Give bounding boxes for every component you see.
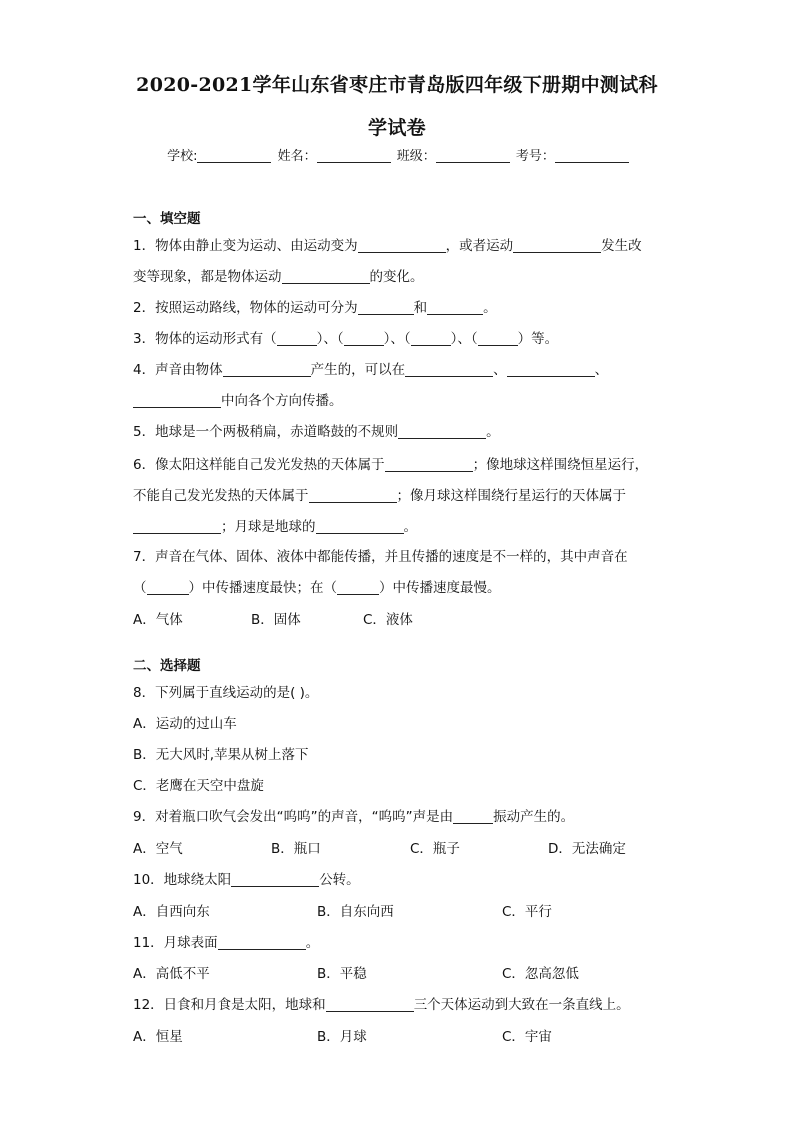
question-7-cont xyxy=(133,576,501,596)
q9-option-a[interactable]: A．空气 xyxy=(133,841,183,857)
question-4-cont xyxy=(133,389,343,409)
q9-text: 9．对着瓶口吹气会发出“呜呜”的声音，“呜呜”声是由 xyxy=(133,809,454,825)
q11-option-c[interactable]: C．忽高忽低 xyxy=(502,966,579,982)
q7-option-a[interactable]: A．气体 xyxy=(133,612,183,628)
q8-option-c[interactable]: C．老鹰在天空中盘旋 xyxy=(133,778,264,794)
question-8: 8．下列属于直线运动的是( )。 xyxy=(133,685,319,701)
q4-text: 、 xyxy=(493,362,507,378)
answer-blank[interactable] xyxy=(453,808,493,824)
answer-blank[interactable] xyxy=(358,237,446,253)
q1-text: 变等现象，都是物体运动 xyxy=(133,269,282,285)
name-blank[interactable] xyxy=(317,148,391,163)
q1-text: 1．物体由静止变为运动、由运动变为 xyxy=(133,238,358,254)
q12-text: 三个天体运动到大致在一条直线上。 xyxy=(413,997,630,1013)
q11-text: 。 xyxy=(305,935,320,951)
answer-blank[interactable] xyxy=(309,487,397,503)
answer-blank[interactable] xyxy=(507,361,595,377)
question-12 xyxy=(133,993,630,1013)
q9-option-c[interactable]: C．瓶子 xyxy=(410,841,460,857)
answer-blank[interactable] xyxy=(405,361,493,377)
q12-option-b[interactable]: B．月球 xyxy=(317,1029,367,1045)
answer-blank[interactable] xyxy=(427,299,483,315)
question-6 xyxy=(133,453,648,473)
q9-text: 振动产生的。 xyxy=(493,809,575,825)
exam-number-blank[interactable] xyxy=(555,148,629,163)
q6-text: 不能自己发光发热的天体属于 xyxy=(133,488,309,504)
question-6-cont xyxy=(133,484,626,504)
q6-text: 6．像太阳这样能自己发光发热的天体属于 xyxy=(133,457,385,473)
question-1 xyxy=(133,234,642,254)
answer-blank[interactable] xyxy=(344,330,384,346)
q6-text: ；像地球这样围绕恒星运行， xyxy=(472,457,649,473)
class-blank[interactable] xyxy=(436,148,510,163)
q4-text: 、 xyxy=(594,362,609,378)
q3-text: ）、（ xyxy=(450,331,478,347)
question-3 xyxy=(133,327,558,347)
q12-option-a[interactable]: A．恒星 xyxy=(133,1029,183,1045)
question-5 xyxy=(133,420,500,440)
school-blank[interactable] xyxy=(197,148,271,163)
q7-option-b[interactable]: B．固体 xyxy=(251,612,301,628)
q10-text: 公转。 xyxy=(319,872,360,888)
question-10 xyxy=(133,868,360,888)
q10-option-a[interactable]: A．自西向东 xyxy=(133,904,210,920)
q7-text: 7．声音在气体、固体、液体中都能传播，并且传播的速度是不一样的，其中声音在 xyxy=(133,549,628,565)
answer-blank[interactable] xyxy=(326,996,414,1012)
answer-blank[interactable] xyxy=(133,518,221,534)
question-11 xyxy=(133,931,319,951)
q12-text: 12．日食和月食是太阳，地球和 xyxy=(133,997,326,1013)
question-1-cont xyxy=(133,265,424,285)
q1-text: 的变化。 xyxy=(369,269,424,285)
section-fill-heading: 一、填空题 xyxy=(133,211,201,227)
answer-blank[interactable] xyxy=(337,579,379,595)
section-choice-heading: 二、选择题 xyxy=(133,658,201,674)
q10-option-c[interactable]: C．平行 xyxy=(502,904,552,920)
answer-blank[interactable] xyxy=(218,934,306,950)
exam-number-label: 考号： xyxy=(515,149,555,164)
q7-text: ）中传播速度最快；在（ xyxy=(188,580,337,596)
q11-text: 11．月球表面 xyxy=(133,935,218,951)
q6-text: ；月球是地球的 xyxy=(221,519,316,535)
question-2 xyxy=(133,296,497,316)
answer-blank[interactable] xyxy=(478,330,518,346)
answer-blank[interactable] xyxy=(513,237,601,253)
page-title-cont: 学试卷 xyxy=(368,117,426,139)
answer-blank[interactable] xyxy=(282,268,370,284)
q12-option-c[interactable]: C．宇宙 xyxy=(502,1029,552,1045)
q5-text: 5．地球是一个两极稍扁，赤道略鼓的不规则 xyxy=(133,424,399,440)
q1-text: 发生改 xyxy=(601,238,642,254)
q11-option-a[interactable]: A．高低不平 xyxy=(133,966,210,982)
q7-option-c[interactable]: C．液体 xyxy=(363,612,413,628)
q10-option-b[interactable]: B．自东向西 xyxy=(317,904,394,920)
q11-option-b[interactable]: B．平稳 xyxy=(317,966,367,982)
answer-blank[interactable] xyxy=(147,579,189,595)
q10-text: 10．地球绕太阳 xyxy=(133,872,232,888)
q4-text: 4．声音由物体 xyxy=(133,362,223,378)
q7-text: （ xyxy=(133,580,147,596)
answer-blank[interactable] xyxy=(316,518,404,534)
q9-option-b[interactable]: B．瓶口 xyxy=(271,841,321,857)
answer-blank[interactable] xyxy=(223,361,311,377)
q2-text: 2．按照运动路线，物体的运动可分为 xyxy=(133,300,358,316)
answer-blank[interactable] xyxy=(133,392,221,408)
answer-blank[interactable] xyxy=(231,871,319,887)
q8-option-b[interactable]: B．无大风时,苹果从树上落下 xyxy=(133,747,309,763)
school-label: 学校: xyxy=(167,149,198,164)
q4-text: 中向各个方向传播。 xyxy=(221,393,343,409)
question-4 xyxy=(133,358,608,378)
q9-option-d[interactable]: D．无法确定 xyxy=(548,841,626,857)
q2-text: 和 xyxy=(413,300,428,316)
q5-text: 。 xyxy=(486,424,500,440)
q4-text: 产生的，可以在 xyxy=(310,362,406,378)
answer-blank[interactable] xyxy=(385,456,473,472)
student-info-row xyxy=(0,145,794,164)
q3-text: ）、（ xyxy=(316,331,344,347)
answer-blank[interactable] xyxy=(358,299,414,315)
answer-blank[interactable] xyxy=(398,423,486,439)
q3-text: ）等。 xyxy=(517,331,559,347)
q2-text: 。 xyxy=(483,300,497,316)
page-title: 2020-2021学年山东省枣庄市青岛版四年级下册期中测试科 xyxy=(136,74,658,96)
q6-text: 。 xyxy=(403,519,417,535)
question-6-cont2 xyxy=(133,515,417,535)
question-9 xyxy=(133,805,574,825)
class-label: 班级： xyxy=(396,149,436,164)
q8-option-a[interactable]: A．运动的过山车 xyxy=(133,716,237,732)
q1-text: ，或者运动 xyxy=(445,238,514,254)
q6-text: ；像月球这样围绕行星运行的天体属于 xyxy=(396,488,626,504)
q7-text: ）中传播速度最慢。 xyxy=(379,580,501,596)
q3-text: 3．物体的运动形式有（ xyxy=(133,331,277,347)
answer-blank[interactable] xyxy=(277,330,317,346)
name-label: 姓名： xyxy=(277,149,317,164)
q3-text: ）、（ xyxy=(383,331,411,347)
answer-blank[interactable] xyxy=(411,330,451,346)
question-7 xyxy=(133,545,628,565)
